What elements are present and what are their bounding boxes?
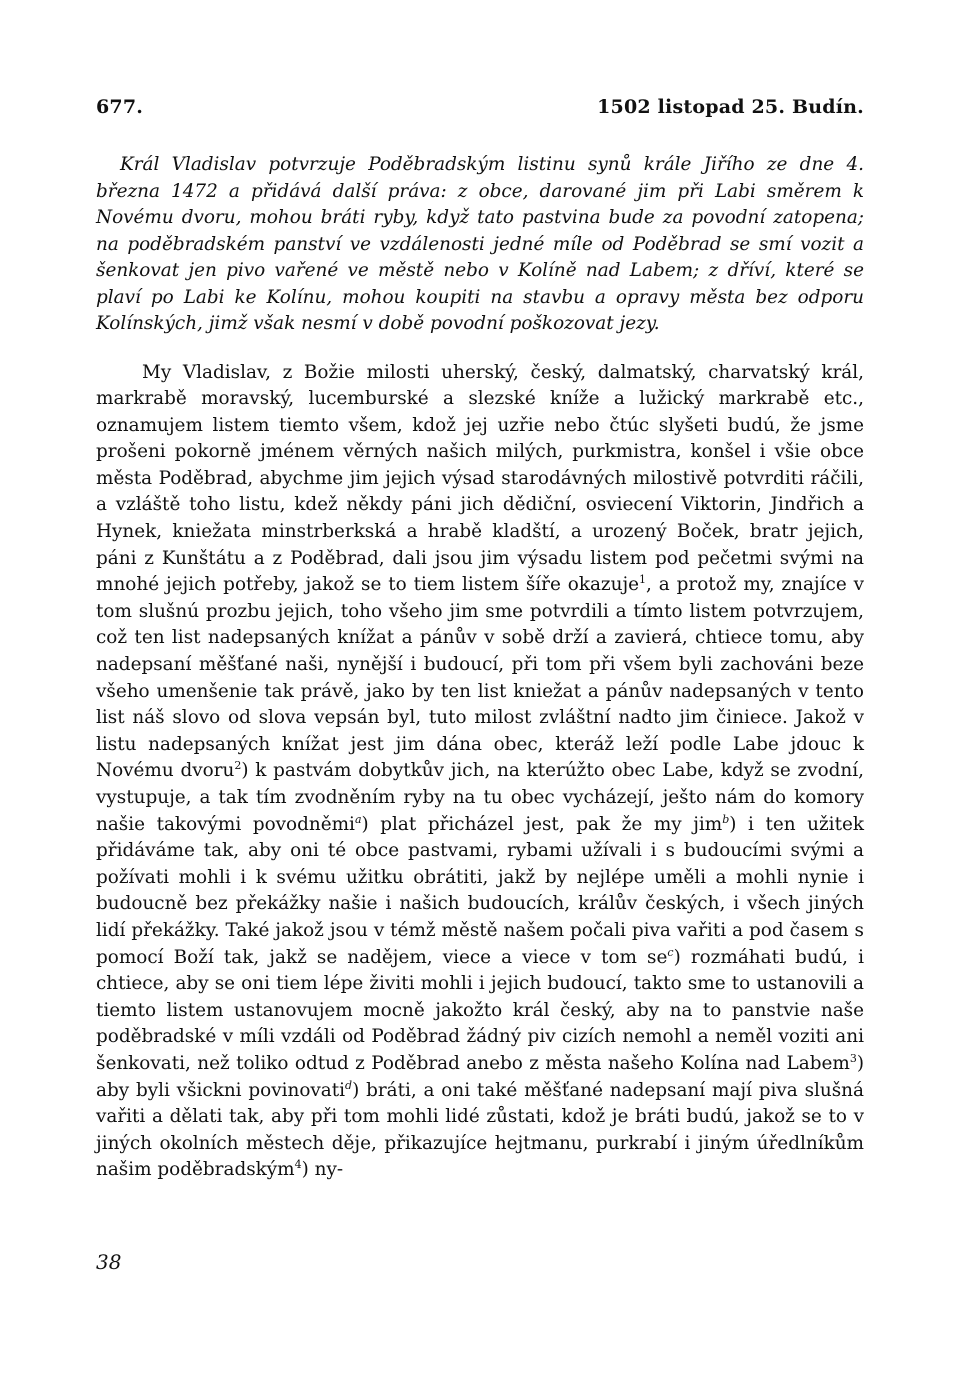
regest-summary: Král Vladislav potvrzuje Poděbradským listinu synů krále Jiřího ze dne 4. března 1472 a přidává další práva: z obce, darované jim při Labi směrem k Novému dvoru, mohou bráti ryby, když tato pastvina bude za povodní zatopena; na poděbradském panství ve vzdálenosti jedné míle od Poděbrad se smí vozit a šenkovat jen pivo vařené ve městě nebo v Kolíně nad Labem; z dříví, které se plaví po Labi ke Kolínu, mohou koupiti na stavbu a opravy města bez odporu Kolínských, jimž však nesmí v době povodní poškozovat jezy. — [96, 154, 864, 334]
document-number: 677. — [96, 96, 144, 118]
document-date-place: 1502 listopad 25. Budín. — [597, 96, 864, 118]
text-segment: ) rozmáhati budú, i chtiece, aby se oni tiem lépe živiti mohli i jejich budoucí, takto sme to ustanovili a tiemto listem ustanovujem mocně jakožto král český, aby na to panstvie naše poděbradské v míli vzdáli od Poděbrad žádný piv cizích nemohl a neměl voziti ani šenkovati, než toliko odtud z Poděbrad anebo z města našeho Kolína nad Labem — [96, 946, 864, 1074]
text-segment: ) bráti, a oni také měšťané nadepsaní mají piva slušná vařiti a dělati tak, aby při tom mohli lidé zůstati, kdož je bráti budú, jakož se to v jiných okolních městech děje, přikazujíce hejtmanu, purkrabí i jiným úředlníkům našim poděbradským — [96, 1079, 864, 1181]
text-segment: ) i ten užitek přidáváme tak, aby oni té obce pastvami, rybami užívali i s budoucími svými a požívati mohli i k svému užitku obrátiti, jakž by nejlépe uměli a mohli nynie i budoucně bez překážky našie i našich budoucích, králův českých, i všech jiných lidí překážky. Také jakož jsou v témž městě našem počali piva vařiti a pod časem s pomocí Boží tak, jakž se nadějem, viece a viece v tom se — [96, 813, 864, 968]
variant-ref: b — [722, 812, 730, 826]
footnote-ref: 3 — [849, 1051, 857, 1065]
variant-ref: a — [354, 812, 362, 826]
variant-ref: c — [667, 945, 674, 959]
page-header — [96, 96, 864, 126]
text-segment: , a protož my, znajíce v tom slušnú prozbu jejich, toho všeho jim sme potvrdili a tímto listem potvrzujem, což ten list nadepsaných knížat a pánův v sobě drží a zavierá, chtiece tomu, aby nadepsaní měšťané naši, nynější i budoucí, při tom při všem byli zachováni beze všeho umenšenie tak právě, jako by ten list kniežat a pánův nadepsaných v tento list náš slovo od slova vepsán byl, tuto milost zvláštní nadto jim činiece. Jakož v listu nadepsaných knížat jest jim dána obec, kteráž leží podle Labe jdouc k Novému dvoru — [96, 574, 864, 782]
charter-text — [96, 360, 864, 1184]
footnote-ref: 1 — [639, 573, 647, 587]
text-segment: ) plat přicházel jest, pak že my jim — [361, 813, 723, 835]
footnote-ref: 4 — [294, 1158, 302, 1172]
variant-ref: d — [345, 1078, 353, 1092]
text-segment: ) aby byli všickni povinovati — [96, 1052, 864, 1101]
text-segment: ) k pastvám dobytkův jich, na kterúžto obec Labe, když se zvodní, vystupuje, a tak tím zvodněním ryby na tu obec vycházejí, ještо nám do komory našie takovými povodněmi — [96, 760, 864, 835]
folio-number: 38 — [96, 1250, 122, 1274]
document-page — [96, 96, 864, 1202]
footnote-ref: 2 — [234, 759, 242, 773]
text-segment: My Vladislav, z Božie milosti uherský, český, dalmatský, charvatský král, markrabě moravský, lucemburské a slezské kníže a lužický markrabě etc., oznamujem listem tiemto všem, kdož jej uzřie nebo čtúc slyšeti budú, že jsme prošeni pokorně jménem věrných našich milých, purkmistra, konšel i všie obce města Poděbrad, abychme jim jejich výsad starodávných milostivě potvrditi ráčili, a vzláště toho listu, kdež někdy páni jich dědiční, osviecení Viktorin, Jindřich a Hynek, kniežata minstrberkská a hrabě kladští, a urozený Boček, bratr jejich, páni z Kunštátu a z Poděbrad, dali jsou jim výsadu listem pod pečetmi svými na mnohé jejich potřeby, jakož se to tiem listem šíře okazuje — [96, 361, 864, 596]
text-segment: ) ny- — [301, 1159, 344, 1181]
